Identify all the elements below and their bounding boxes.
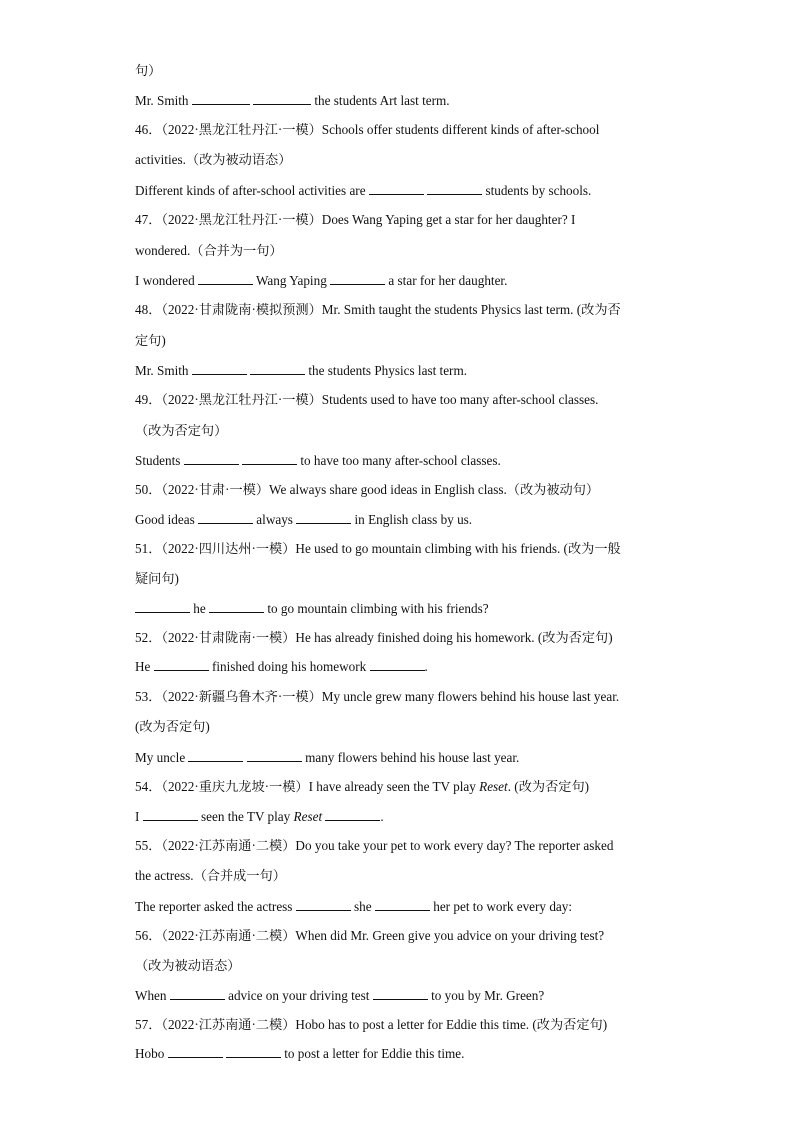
question-text: 50．（2022·甘肃·一模）We always share good ideas in English class.（改为被动句） xyxy=(135,482,600,497)
question-50-prompt xyxy=(135,481,599,499)
answer-blank[interactable] xyxy=(184,452,239,465)
question-text: 定句) xyxy=(135,333,166,348)
answer-blank[interactable] xyxy=(135,600,190,613)
question-48-prompt xyxy=(135,301,621,319)
answer-text: I wondered xyxy=(135,273,195,288)
question-text: 48．（2022·甘肃陇南·模拟预测）Mr. Smith taught the students Physics last term. (改为否 xyxy=(135,302,621,317)
question-text: wondered.（合并为一句） xyxy=(135,243,283,258)
answer-text: I xyxy=(135,809,140,824)
question-51-prompt xyxy=(135,540,621,558)
question-56-prompt-cont xyxy=(135,957,241,975)
question-text: 49．（2022·黑龙江牡丹江·一模）Students used to have too many after-school classes. xyxy=(135,392,599,407)
answer-text: to have too many after-school classes. xyxy=(300,453,501,468)
question-50-answer xyxy=(135,511,472,529)
answer-text: to post a letter for Eddie this time. xyxy=(284,1046,465,1061)
answer-blank[interactable] xyxy=(209,600,264,613)
answer-blank[interactable] xyxy=(170,987,225,1000)
question-53-prompt-cont xyxy=(135,718,210,736)
question-51-prompt-cont xyxy=(135,570,179,588)
question-53-answer xyxy=(135,749,519,767)
answer-blank[interactable] xyxy=(250,362,305,375)
question-text: 52．（2022·甘肃陇南·一模）He has already finished doing his homework. (改为否定句) xyxy=(135,630,613,645)
answer-text: . xyxy=(380,809,384,824)
answer-blank[interactable] xyxy=(253,92,311,105)
answer-text: many flowers behind his house last year. xyxy=(305,750,520,765)
answer-blank[interactable] xyxy=(242,452,297,465)
question-text: 46．（2022·黑龙江牡丹江·一模）Schools offer students different kinds of after-school xyxy=(135,122,600,137)
question-text: 51．（2022·四川达州·一模）He used to go mountain climbing with his friends. (改为一般 xyxy=(135,541,621,556)
answer-blank[interactable] xyxy=(330,272,385,285)
answer-blank[interactable] xyxy=(427,182,482,195)
question-45-answer xyxy=(135,92,450,110)
answer-text: the students Physics last term. xyxy=(308,363,467,378)
question-text: . (改为否定句) xyxy=(507,779,590,794)
answer-blank[interactable] xyxy=(369,182,424,195)
question-54-answer xyxy=(135,808,384,826)
answer-text: The reporter asked the actress xyxy=(135,899,293,914)
answer-text: to go mountain climbing with his friends? xyxy=(267,601,489,616)
answer-blank[interactable] xyxy=(143,808,198,821)
question-47-answer xyxy=(135,272,507,290)
answer-blank[interactable] xyxy=(373,987,428,1000)
question-55-prompt xyxy=(135,837,613,855)
answer-text: in English class by us. xyxy=(354,512,473,527)
question-text: （改为否定句） xyxy=(135,423,228,438)
play-title-italic: Reset xyxy=(479,779,508,794)
answer-text: Hobo xyxy=(135,1046,165,1061)
answer-text: a star for her daughter. xyxy=(388,273,508,288)
question-text: 55．（2022·江苏南通·二模）Do you take your pet to work every day? The reporter asked xyxy=(135,838,614,853)
answer-blank[interactable] xyxy=(192,92,250,105)
answer-text: he xyxy=(193,601,206,616)
answer-blank[interactable] xyxy=(154,658,209,671)
question-55-answer xyxy=(135,898,572,916)
question-56-prompt xyxy=(135,927,604,945)
question-text: 47．（2022·黑龙江牡丹江·一模）Does Wang Yaping get a star for her daughter? I xyxy=(135,212,576,227)
answer-text: Good ideas xyxy=(135,512,195,527)
question-47-prompt-cont xyxy=(135,242,283,260)
question-text: 56．（2022·江苏南通·二模）When did Mr. Green give you advice on your driving test? xyxy=(135,928,605,943)
question-53-prompt xyxy=(135,688,619,706)
question-45-continuation xyxy=(135,62,161,80)
question-text: 57．（2022·江苏南通·二模）Hobo has to post a letter for Eddie this time. (改为否定句) xyxy=(135,1017,608,1032)
answer-text: My uncle xyxy=(135,750,186,765)
question-51-answer xyxy=(135,600,489,618)
answer-text: she xyxy=(354,899,372,914)
answer-text: Students xyxy=(135,453,181,468)
answer-text: finished doing his homework xyxy=(211,659,367,674)
question-47-prompt xyxy=(135,211,575,229)
answer-blank[interactable] xyxy=(296,898,351,911)
answer-text: Mr. Smith xyxy=(135,363,189,378)
question-56-answer xyxy=(135,987,544,1005)
answer-blank[interactable] xyxy=(370,658,425,671)
answer-blank[interactable] xyxy=(226,1045,281,1058)
answer-blank[interactable] xyxy=(168,1045,223,1058)
answer-text: advice on your driving test xyxy=(228,988,370,1003)
answer-text: the students Art last term. xyxy=(314,93,450,108)
answer-text: When xyxy=(135,988,167,1003)
question-text: 53．（2022·新疆乌鲁木齐·一模）My uncle grew many flowers behind his house last year. xyxy=(135,689,620,704)
answer-text: . xyxy=(424,659,428,674)
question-text: （改为被动语态） xyxy=(135,958,241,973)
answer-blank[interactable] xyxy=(325,808,380,821)
answer-text: He xyxy=(135,659,151,674)
answer-blank[interactable] xyxy=(188,749,243,762)
answer-text: seen the TV play xyxy=(201,809,294,824)
answer-text: always xyxy=(256,512,293,527)
question-49-prompt-cont xyxy=(135,422,227,440)
question-46-prompt-cont xyxy=(135,151,291,169)
play-title-italic: Reset xyxy=(293,809,323,824)
question-49-prompt xyxy=(135,391,598,409)
answer-text: Wang Yaping xyxy=(256,273,327,288)
answer-blank[interactable] xyxy=(198,511,253,524)
question-46-answer xyxy=(135,182,591,200)
question-49-answer xyxy=(135,452,501,470)
answer-blank[interactable] xyxy=(375,898,430,911)
answer-blank[interactable] xyxy=(198,272,253,285)
question-48-answer xyxy=(135,362,467,380)
answer-text: Different kinds of after-school activities are xyxy=(135,183,366,198)
answer-text: to you by Mr. Green? xyxy=(431,988,545,1003)
question-57-prompt xyxy=(135,1016,607,1034)
question-52-prompt xyxy=(135,629,613,647)
question-46-prompt xyxy=(135,121,599,139)
question-48-prompt-cont xyxy=(135,332,166,350)
answer-text: Mr. Smith xyxy=(135,93,189,108)
question-55-prompt-cont xyxy=(135,867,286,885)
question-52-answer xyxy=(135,658,428,676)
question-text: activities.（改为被动语态） xyxy=(135,152,292,167)
question-text: (改为否定句) xyxy=(135,719,210,734)
answer-blank[interactable] xyxy=(192,362,247,375)
question-text: 54．（2022·重庆九龙坡·一模）I have already seen the TV play xyxy=(135,779,480,794)
answer-blank[interactable] xyxy=(296,511,351,524)
answer-text: students by schools. xyxy=(485,183,592,198)
question-text: the actress.（合并成一句） xyxy=(135,868,286,883)
instruction-text: 句） xyxy=(135,63,162,78)
question-57-answer xyxy=(135,1045,464,1063)
answer-blank[interactable] xyxy=(247,749,302,762)
question-text: 疑问句) xyxy=(135,571,179,586)
answer-text: her pet to work every day: xyxy=(433,899,573,914)
question-54-prompt xyxy=(135,778,589,796)
